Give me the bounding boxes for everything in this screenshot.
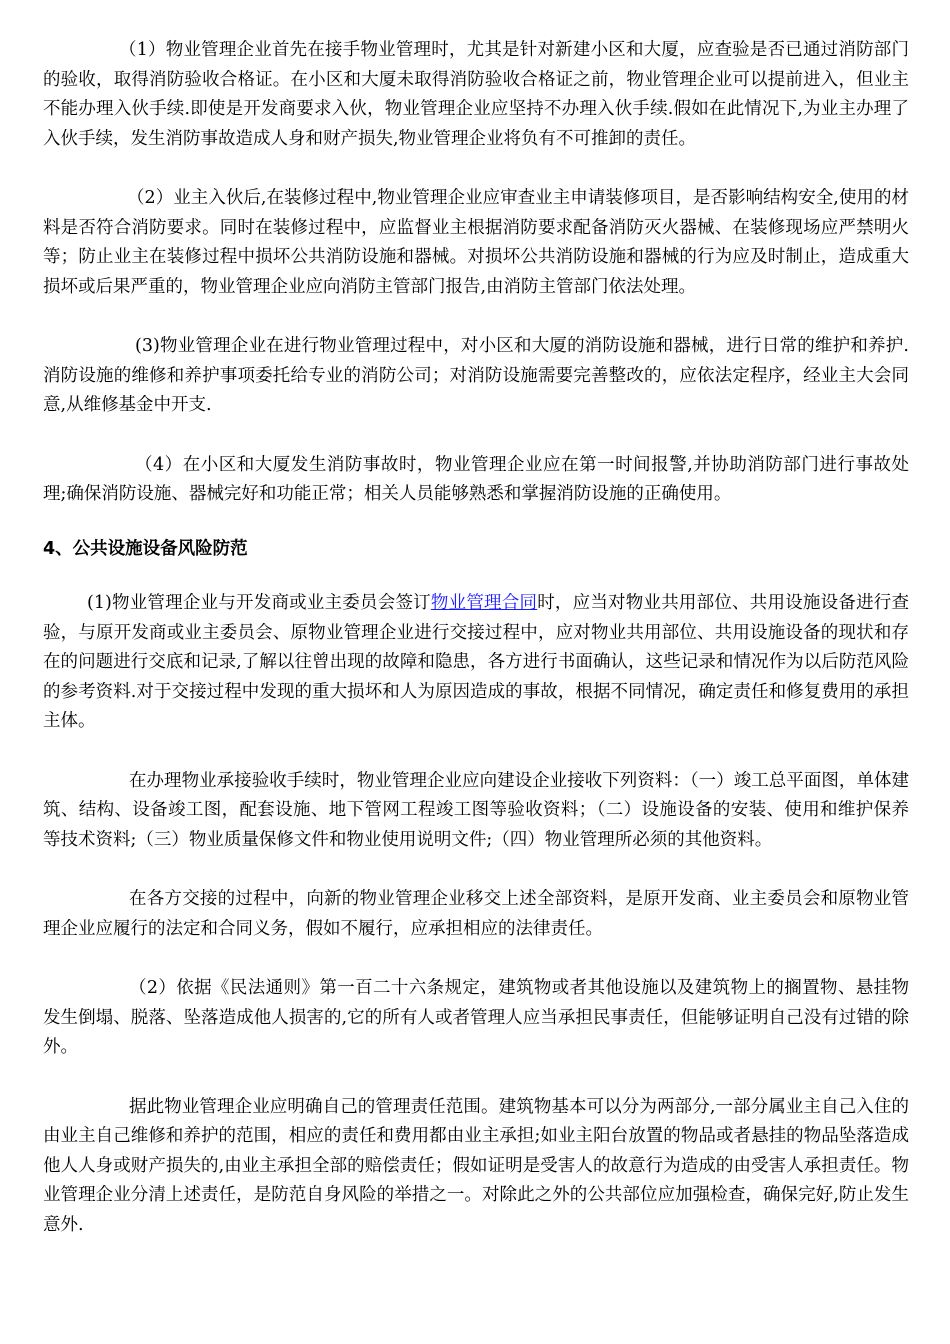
property-contract-link[interactable]: 物业管理合同 xyxy=(430,593,538,613)
paragraph-fire-accident: （4）在小区和大厦发生消防事故时，物业管理企业应在第一时间报警,并协助消防部门进行事故处理;确保消防设施、器械完好和功能正常；相关人员能够熟悉和掌握消防设施的正确使用。 xyxy=(43,454,909,504)
paragraph-text: 时，应当对物业共用部位、共用设施设备进行查验，与原开发商或业主委员会、原物业管理企业进行交接过程中，应对物业共用部位、共用设施设备的现状和存在的问题进行交底和记录,了解以往曾出现的故障和隐患，各方进行书面确认，这些记录和情况作为以后防范风险的参考资料.对于交接过程中发现的重大损坏和人为原因造成的事故，根据不同情况，确定责任和修复费用的承担主体。 xyxy=(43,593,909,731)
paragraph-fire-maintenance: (3)物业管理企业在进行物业管理过程中，对小区和大厦的消防设施和器械，进行日常的维护和养护.消防设施的维修和养护事项委托给专业的消防公司；对消防设施需要完善整改的，应依法定程序，经业主大会同意,从维修基金中开支. xyxy=(43,336,909,415)
section-heading: 4、公共设施设备风险防范 xyxy=(43,538,248,559)
paragraph-text: (1)物业管理企业与开发商或业主委员会签订 xyxy=(87,593,431,613)
paragraph-handover-obligation: 在各方交接的过程中，向新的物业管理企业移交上述全部资料，是原开发商、业主委员会和原物业管理企业应履行的法定和合同义务，假如不履行，应承担相应的法律责任。 xyxy=(43,889,909,939)
paragraph-responsibility-scope: 据此物业管理企业应明确自己的管理责任范围。建筑物基本可以分为两部分,一部分属业主自己入住的由业主自己维修和养护的范围，相应的责任和费用都由业主承担;如业主阳台放置的物品或者悬挂的物品坠落造成他人人身或财产损失的,由业主承担全部的赔偿责任；假如证明是受害人的故意行为造成的由受害人承担责任。物业管理企业分清上述责任，是防范自身风险的举措之一。对除此之外的公共部位应加强检查，确保完好,防止发生意外. xyxy=(43,1096,909,1235)
document-page xyxy=(43,36,909,1240)
paragraph-renovation-fire: （2）业主入伙后,在装修过程中,物业管理企业应审查业主申请装修项目，是否影响结构安全,使用的材料是否符合消防要求。同时在装修过程中，应监督业主根据消防要求配备消防灭火器械、在装修现场应严禁明火等；防止业主在装修过程中损坏公共消防设施和器械。对损坏公共消防设施和器械的行为应及时制止，造成重大损坏或后果严重的，物业管理企业应向消防主管部门报告,由消防主管部门依法处理。 xyxy=(43,188,909,297)
paragraph-civil-law: （2）依据《民法通则》第一百二十六条规定，建筑物或者其他设施以及建筑物上的搁置物、悬挂物发生倒塌、脱落、坠落造成他人损害的,它的所有人或者管理人应当承担民事责任，但能够证明自己没有过错的除外。 xyxy=(43,978,909,1057)
paragraph-fire-acceptance: （1）物业管理企业首先在接手物业管理时，尤其是针对新建小区和大厦，应查验是否已通过消防部门的验收，取得消防验收合格证。在小区和大厦未取得消防验收合格证之前，物业管理企业可以提前进入，但业主不能办理入伙手续.即使是开发商要求入伙，物业管理企业应坚持不办理入伙手续.假如在此情况下,为业主办理了入伙手续，发生消防事故造成人身和财产损失,物业管理企业将负有不可推卸的责任。 xyxy=(43,40,909,149)
paragraph-facility-inspection xyxy=(43,589,909,737)
paragraph-handover-documents: 在办理物业承接验收手续时，物业管理企业应向建设企业接收下列资料：（一）竣工总平面图，单体建筑、结构、设备竣工图，配套设施、地下管网工程竣工图等验收资料；（二）设施设备的安装、使用和维护保养等技术资料;（三）物业质量保修文件和物业使用说明文件;（四）物业管理所必须的其他资料。 xyxy=(43,770,909,850)
